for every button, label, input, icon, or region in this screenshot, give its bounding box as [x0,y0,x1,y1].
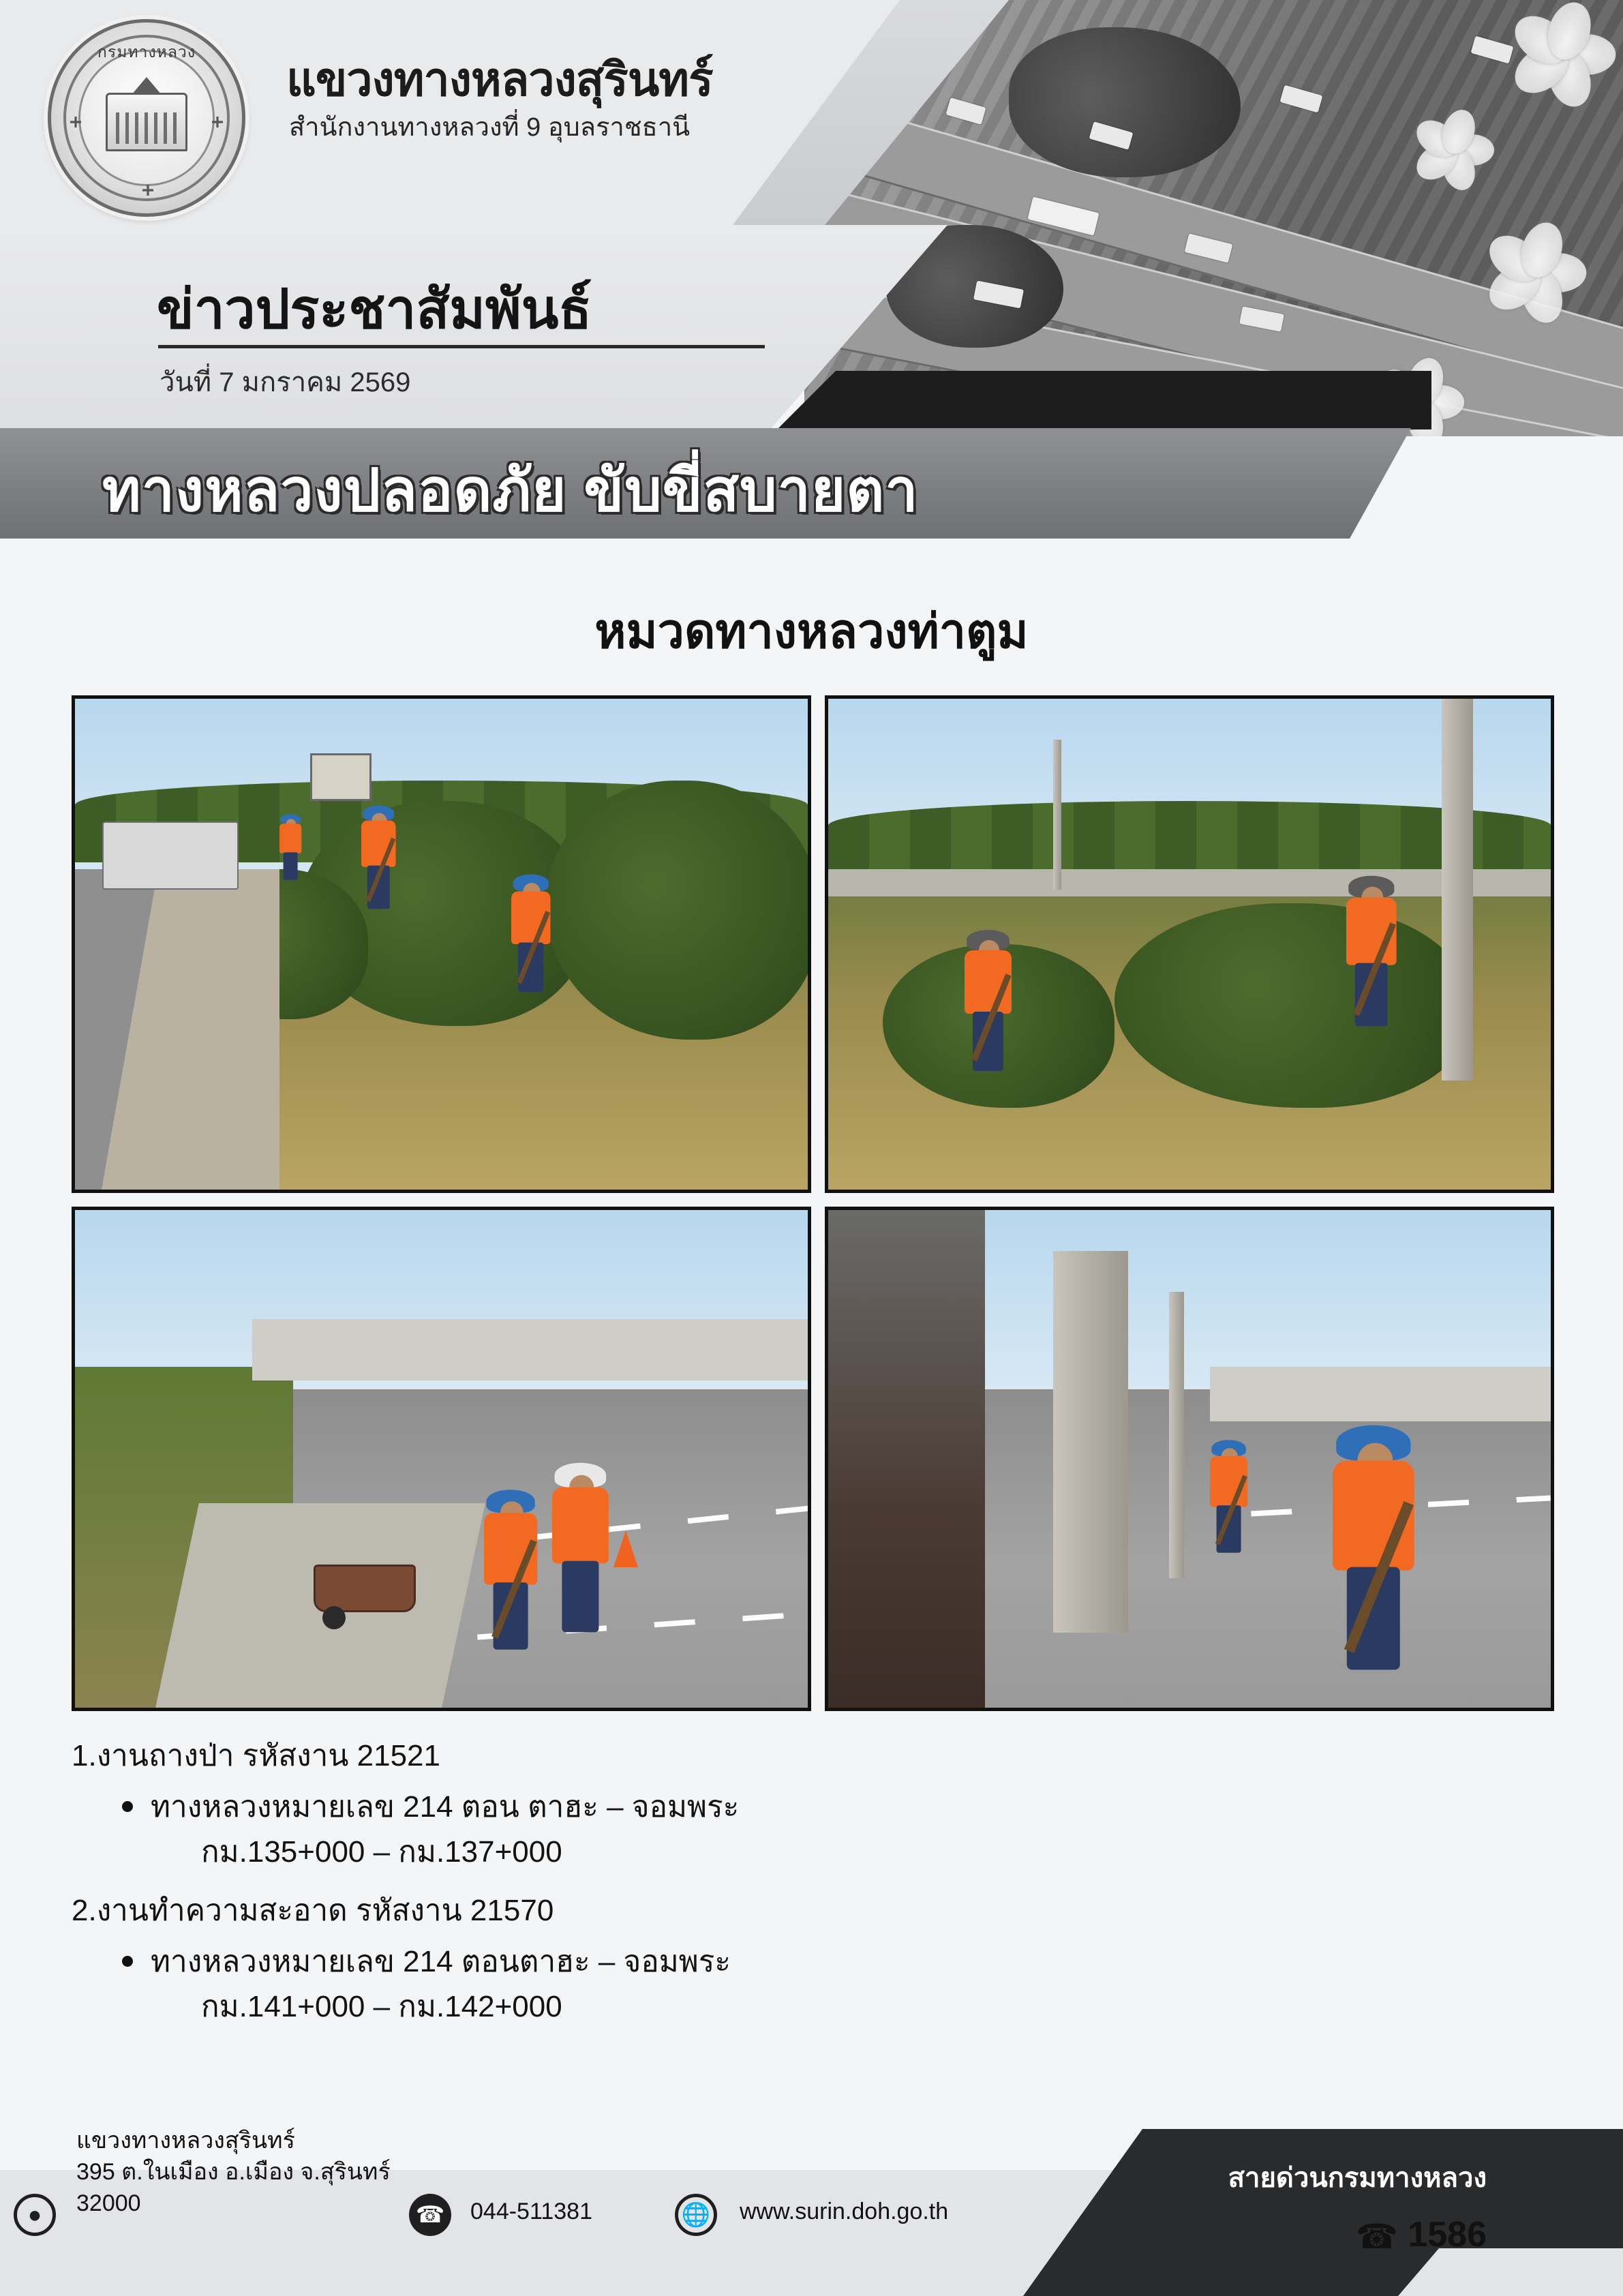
news-label: ข่าวประชาสัมพันธ์ [157,279,592,339]
footer-address-line3: 32000 [76,2190,141,2217]
phone-icon: ☎ [409,2194,451,2236]
aerial-car [945,97,986,125]
hotline-number: 1586 [1408,2215,1487,2254]
photo-buildings [1210,1367,1554,1421]
phone-ringing-icon: ☎ [1355,2218,1398,2256]
photo-roadway [75,869,279,1193]
work-item-km: กม.135+000 – กม.137+000 [201,1835,562,1869]
work-item-2 [72,1886,1503,2029]
organization-title: แขวงทางหลวงสุรินทร์ [286,54,713,106]
organization-subtitle: สำนักงานทางหลวงที่ 9 อุบลราชธานี [289,113,691,142]
work-item-route: ทางหลวงหมายเลข 214 ตอนตาฮะ – จอมพระ [151,1944,731,1978]
section-title: หมวดทางหลวงท่าตูม [594,605,1029,658]
aerial-car [1471,36,1514,64]
work-item-bullet [122,1941,1503,1983]
bullet-dot-icon [122,1956,133,1967]
photo-buildings [252,1319,811,1380]
bullet-dot-icon [122,1801,133,1812]
hotline-label: สายด่วนกรมทางหลวง [1228,2163,1487,2193]
work-item-1 [72,1732,1503,1874]
footer-address-line1: แขวงทางหลวงสุรินทร์ [76,2128,295,2154]
photo-utility-pole [1169,1292,1184,1578]
globe-icon: 🌐 [675,2194,717,2236]
work-item-heading: 2.งานทำความสะอาด รหัสงาน 21570 [72,1893,554,1927]
footer-phone[interactable]: 044-511381 [470,2199,592,2225]
work-item-bullet [122,1786,1503,1828]
photo-road-sign [310,753,371,801]
news-date: วันที่ 7 มกราคม 2569 [160,367,411,397]
logo-emblem-lines [116,112,177,144]
work-item-heading: 1.งานถางป่า รหัสงาน 21521 [72,1739,440,1772]
poster-footer [0,2129,1623,2296]
photo-foreground-structure [828,1210,985,1711]
poster-header [0,0,1623,436]
photo-2 [825,695,1554,1193]
aerial-vegetation-1 [1009,27,1241,177]
photo-traffic-cone [613,1530,638,1567]
photo-utility-pole [1442,699,1473,1081]
photo-concrete-pillar [1053,1251,1128,1633]
photo-grid [72,695,1554,1711]
location-pin-icon: ● [14,2194,56,2236]
work-item-route: ทางหลวงหมายเลข 214 ตอน ตาฮะ – จอมพระ [151,1790,740,1824]
photo-utility-pole [1053,740,1061,890]
slogan-text: ทางหลวงปลอดภัย ขับขี่สบายตา [102,458,919,524]
photo-4 [825,1207,1554,1711]
news-underline [158,345,765,348]
footer-website[interactable]: www.surin.doh.go.th [740,2199,949,2225]
doh-logo [48,19,245,217]
work-items-list [72,1732,1503,2041]
logo-text: กรมทางหลวง [97,43,196,61]
work-item-km: กม.141+000 – กม.142+000 [201,1990,562,2024]
header-dark-accent [777,371,1431,429]
photo-3 [72,1207,811,1711]
aerial-car [1280,85,1323,113]
photo-truck [102,821,239,890]
footer-address-line2: 395 ต.ในเมือง อ.เมือง จ.สุรินทร์ [76,2159,391,2186]
photo-wheelbarrow [314,1565,416,1612]
logo-emblem-icon [106,93,187,151]
footer-address [76,2126,391,2220]
photo-1 [72,695,811,1193]
